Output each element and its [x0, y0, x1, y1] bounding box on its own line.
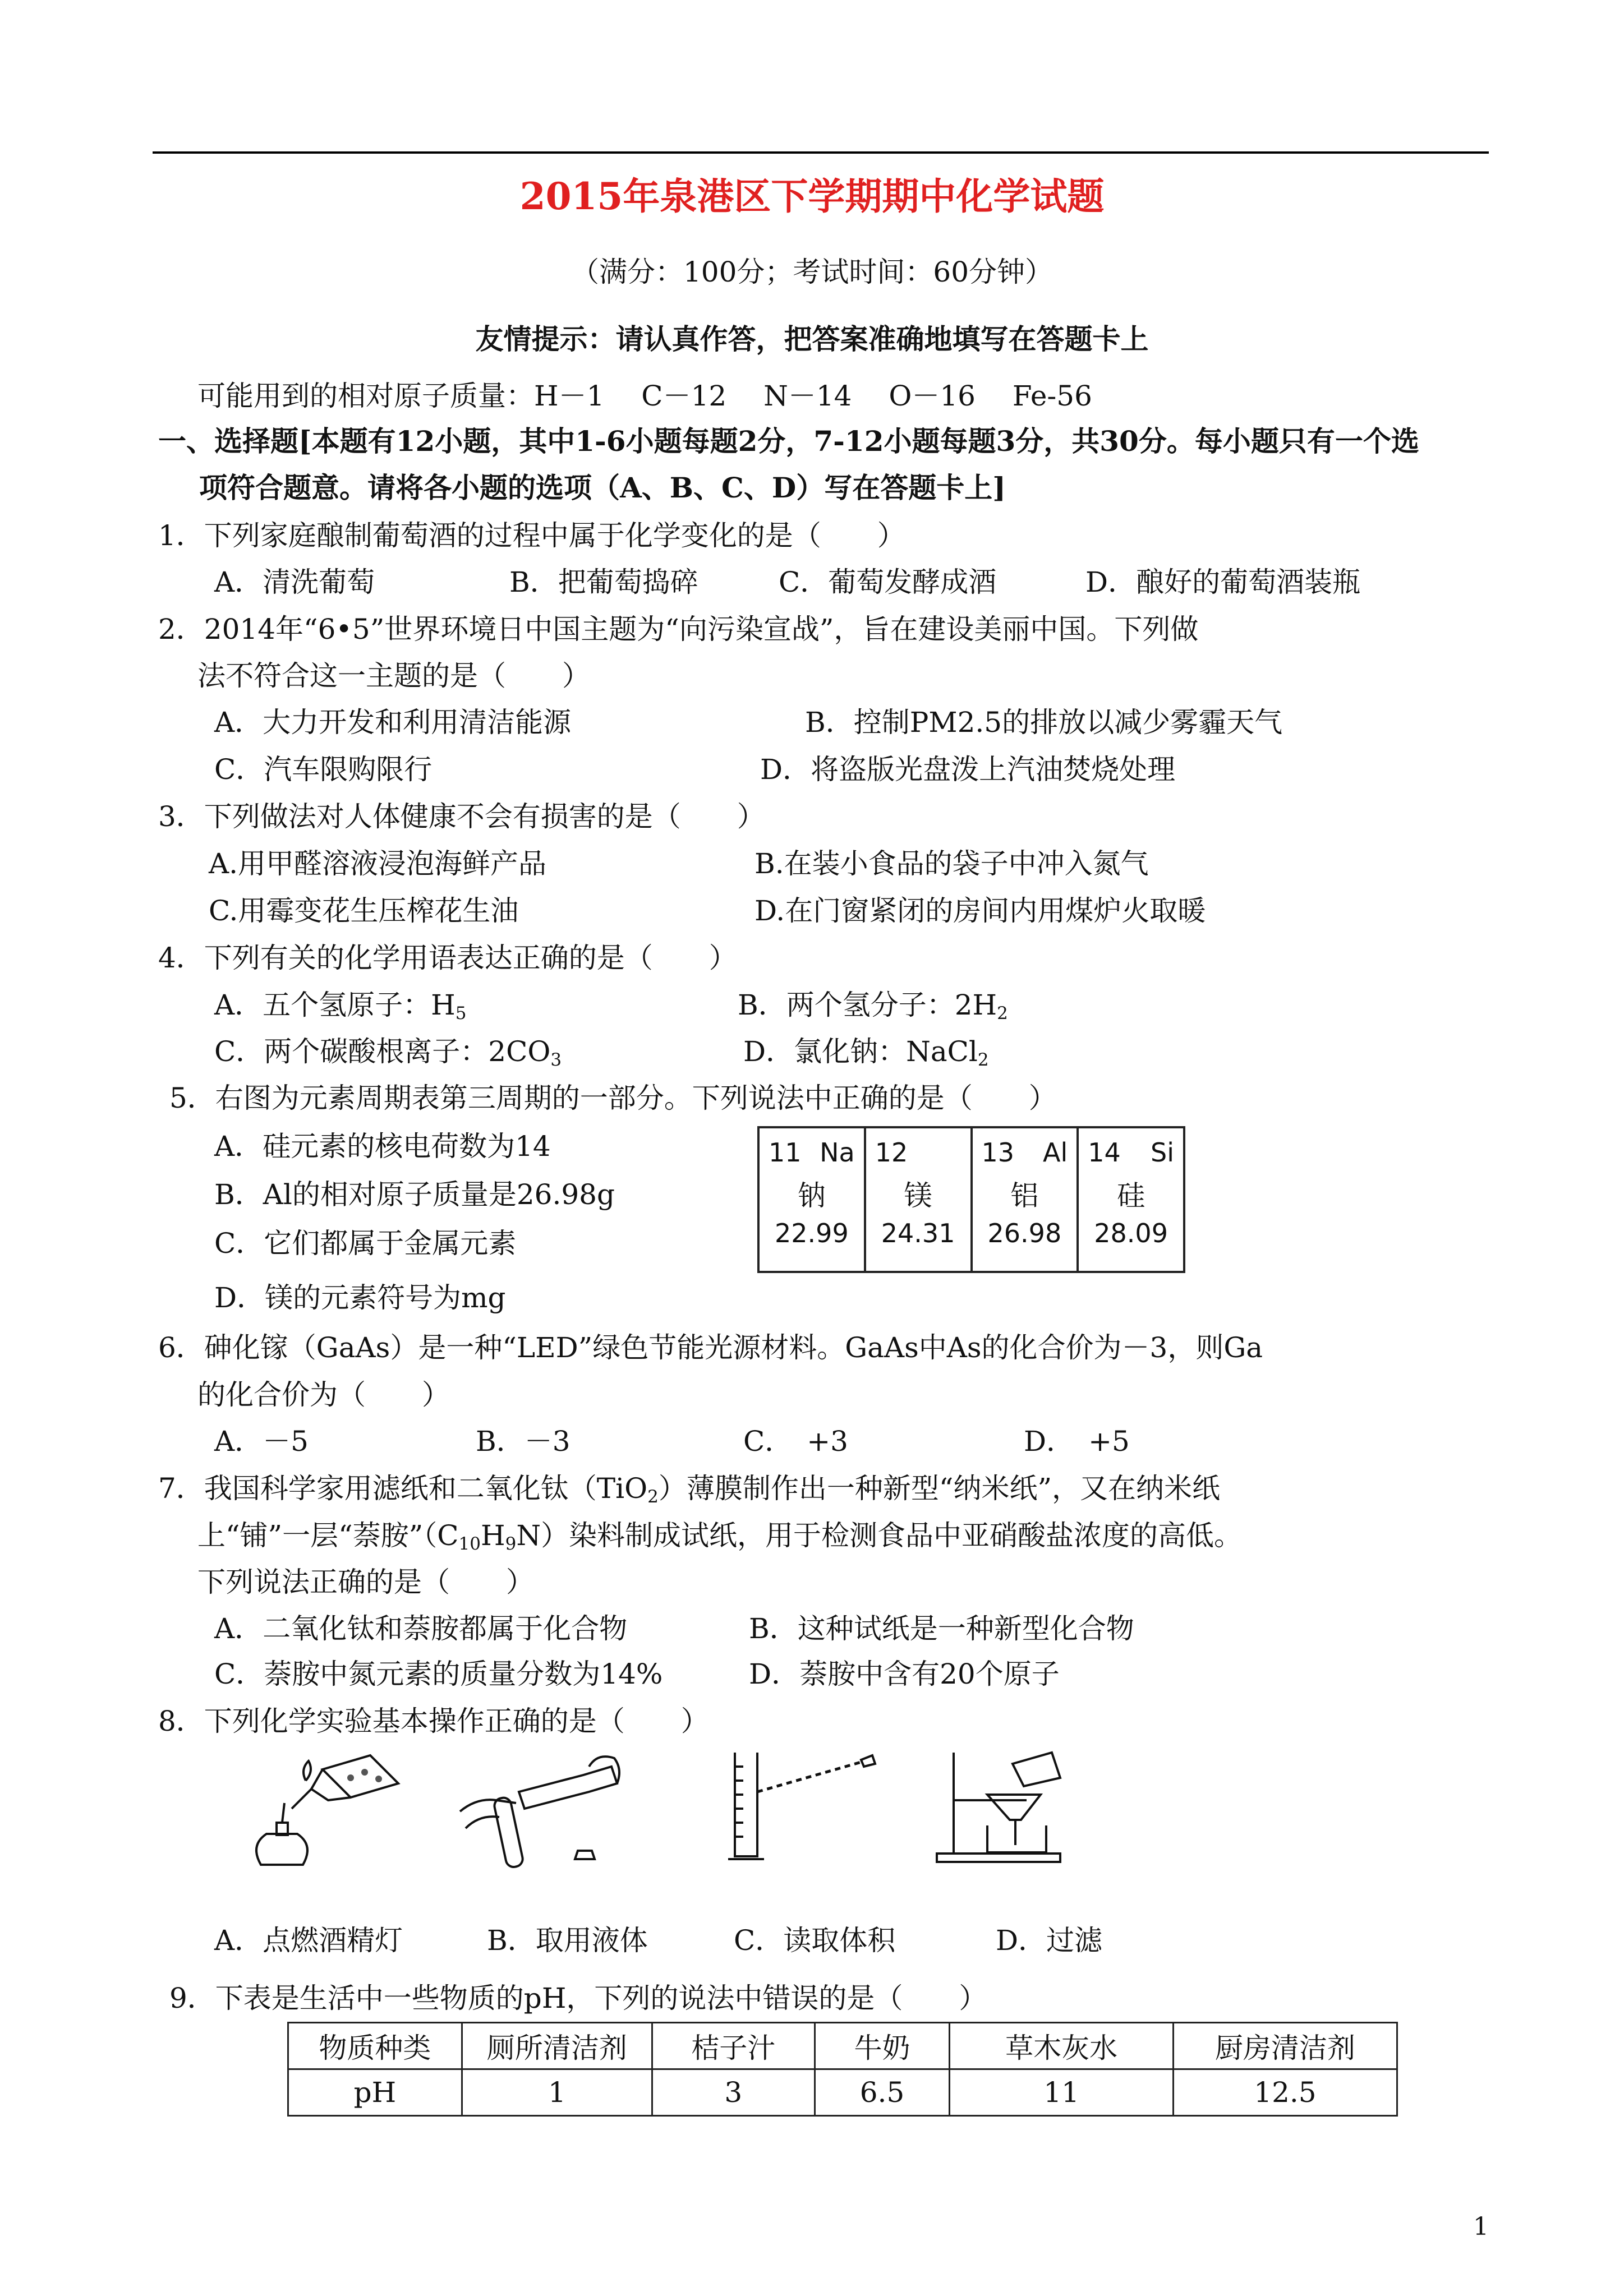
q4-option-c: C．两个碳酸根离子：$2CO_3$ — [214, 1035, 562, 1070]
q2-stem-2: 法不符合这一主题的是（ ） — [197, 660, 590, 692]
table-header-cell: 厕所清洁剂 — [462, 2023, 652, 2069]
q8-stem: 8．下列化学实验基本操作正确的是（ ） — [158, 1705, 709, 1737]
element-mass: 22.99 — [775, 1218, 849, 1248]
q2-option-b: B．控制PM2.5的排放以减少雾霾天气 — [805, 706, 1283, 739]
page-title: 2015年泉港区下学期期中化学试题 — [519, 174, 1105, 218]
q1-stem: 1．下列家庭酿制葡萄酒的过程中属于化学变化的是（ ） — [158, 519, 905, 552]
q9-stem: 9．下表是生活中一些物质的pH，下列的说法中错误的是（ ） — [169, 1982, 987, 2014]
table-header-cell: 牛奶 — [815, 2023, 950, 2069]
element-mass: 28.09 — [1094, 1218, 1168, 1248]
q6-option-d: D． +5 — [1024, 1425, 1130, 1458]
q4-option-a: A．五个氢原子：$H_5$ — [214, 989, 467, 1023]
q5-option-d: D．镁的元素符号为mg — [214, 1281, 506, 1314]
element-number: 12 — [875, 1137, 908, 1168]
atomic-masses: 可能用到的相对原子质量：H－1 C－12 N－14 O－16 Fe-56 — [197, 380, 1092, 412]
q4-stem: 4．下列有关的化学用语表达正确的是（ ） — [158, 942, 737, 974]
alcohol-lamp-figure — [238, 1750, 407, 1870]
q7-stem-2: 上“铺”一层“萘胺$”(C_{10}H_9N)$染料制成试纸，用于检测食品中亚硝酸盐浓度的高低。 — [197, 1519, 1243, 1554]
q1-option-a: A．清洗葡萄 — [214, 566, 375, 598]
exam-info: （满分：100分；考试时间：60分钟） — [571, 256, 1053, 288]
q2-option-d: D．将盗版光盘泼上汽油焚烧处理 — [760, 753, 1176, 786]
element-name: 硅 — [1117, 1179, 1145, 1212]
q7-option-b: B．这种试纸是一种新型化合物 — [749, 1612, 1134, 1645]
q8-option-d: D．过滤 — [996, 1924, 1103, 1957]
periodic-table-figure — [757, 1126, 1185, 1273]
table-cell: 1 — [462, 2069, 652, 2116]
q1-option-c: C．葡萄发酵成酒 — [779, 566, 997, 598]
q6-stem-1: 6．砷化镓（GaAs）是一种“LED”绿色节能光源材料。GaAs中As的化合价为－3，则Ga — [158, 1331, 1263, 1364]
table-row — [288, 2023, 1397, 2069]
table-cell: 12.5 — [1173, 2069, 1397, 2116]
element-symbol: Na — [820, 1137, 855, 1168]
q7-stem-1: 7．我国科学家用滤纸和二氧化钛（TiO$_2$）薄膜制作出一种新型“纳米纸”，又在纳米纸 — [158, 1472, 1221, 1507]
element-mass: 24.31 — [881, 1218, 955, 1248]
q6-stem-2: 的化合价为（ ） — [197, 1378, 450, 1411]
q8-option-a: A．点燃酒精灯 — [214, 1924, 403, 1957]
element-name: 铝 — [1010, 1179, 1039, 1212]
q8-option-c: C．读取体积 — [734, 1924, 896, 1957]
taking-liquid-figure — [454, 1744, 640, 1870]
q3-option-d: D.在门窗紧闭的房间内用煤炉火取暖 — [755, 895, 1206, 927]
element-cell-al — [973, 1128, 1079, 1271]
element-name: 镁 — [904, 1179, 932, 1212]
q1-option-b: B．把葡萄捣碎 — [509, 566, 698, 598]
q6-option-a: A．－5 — [214, 1425, 309, 1458]
q2-option-c: C．汽车限购限行 — [214, 753, 433, 786]
element-name: 钠 — [797, 1179, 826, 1212]
q3-option-b: B.在装小食品的袋子中冲入氮气 — [755, 847, 1149, 880]
element-number: 11 — [769, 1137, 802, 1168]
q5-stem: 5．右图为元素周期表第三周期的一部分。下列说法中正确的是（ ） — [169, 1082, 1057, 1114]
ph-table — [287, 2022, 1398, 2117]
reading-volume-figure — [724, 1750, 881, 1868]
q5-option-c: C．它们都属于金属元素 — [214, 1227, 517, 1260]
table-cell: pH — [288, 2069, 462, 2116]
element-mass: 26.98 — [987, 1218, 1062, 1248]
q1-option-d: D．酿好的葡萄酒装瓶 — [1085, 566, 1361, 598]
q6-option-c: C． +3 — [743, 1425, 848, 1458]
element-cell-mg — [866, 1128, 973, 1271]
table-header-cell: 厨房清洁剂 — [1173, 2023, 1397, 2069]
table-cell: 3 — [652, 2069, 815, 2116]
q5-option-b: B．Al的相对原子质量是26.98g — [214, 1178, 615, 1211]
element-symbol: Al — [1043, 1137, 1068, 1168]
element-cell-na — [760, 1128, 866, 1271]
q8-option-b: B．取用液体 — [487, 1924, 648, 1957]
q3-stem: 3．下列做法对人体健康不会有损害的是（ ） — [158, 800, 765, 833]
q5-option-a: A．硅元素的核电荷数为14 — [214, 1130, 551, 1163]
table-header-cell: 物质种类 — [288, 2023, 462, 2069]
table-header-cell: 草木灰水 — [950, 2023, 1173, 2069]
table-cell: 6.5 — [815, 2069, 950, 2116]
q4-option-d: D．氯化钠：NaCl$_2$ — [743, 1035, 989, 1070]
q7-stem-3: 下列说法正确的是（ ） — [197, 1566, 534, 1598]
section1-line2: 项符合题意。请将各小题的选项（A、B、C、D）写在答题卡上] — [199, 471, 1006, 504]
q4-option-b: B．两个氢分子：$2H_2$ — [738, 989, 1008, 1023]
q7-option-a: A．二氧化钛和萘胺都属于化合物 — [214, 1612, 628, 1645]
q7-option-d: D．萘胺中含有20个原子 — [749, 1658, 1060, 1690]
element-number: 13 — [981, 1137, 1015, 1168]
q2-option-a: A．大力开发和利用清洁能源 — [214, 706, 572, 739]
q3-option-c: C.用霉变花生压榨花生油 — [209, 895, 519, 927]
page-number: 1 — [1473, 2212, 1489, 2241]
element-cell-si — [1079, 1128, 1183, 1271]
header-rule — [153, 151, 1489, 154]
table-header-cell: 桔子汁 — [652, 2023, 815, 2069]
table-row — [288, 2069, 1397, 2116]
q6-option-b: B．－3 — [476, 1425, 571, 1458]
filtration-figure — [931, 1747, 1099, 1868]
section1-line1: 一、选择题[本题有12小题，其中1-6小题每题2分，7-12小题每题3分，共30分。每小题只有一个选 — [158, 425, 1419, 458]
element-symbol: Si — [1151, 1137, 1174, 1168]
q7-option-c: C．萘胺中氮元素的质量分数为14% — [214, 1658, 663, 1690]
reminder: 友情提示：请认真作答，把答案准确地填写在答题卡上 — [475, 322, 1149, 356]
q2-stem-1: 2．2014年“6•5”世界环境日中国主题为“向污染宣战”，旨在建设美丽中国。下列做 — [158, 613, 1199, 646]
element-number: 14 — [1088, 1137, 1121, 1168]
q3-option-a: A.用甲醛溶液浸泡海鲜产品 — [209, 847, 547, 880]
table-cell: 11 — [950, 2069, 1173, 2116]
